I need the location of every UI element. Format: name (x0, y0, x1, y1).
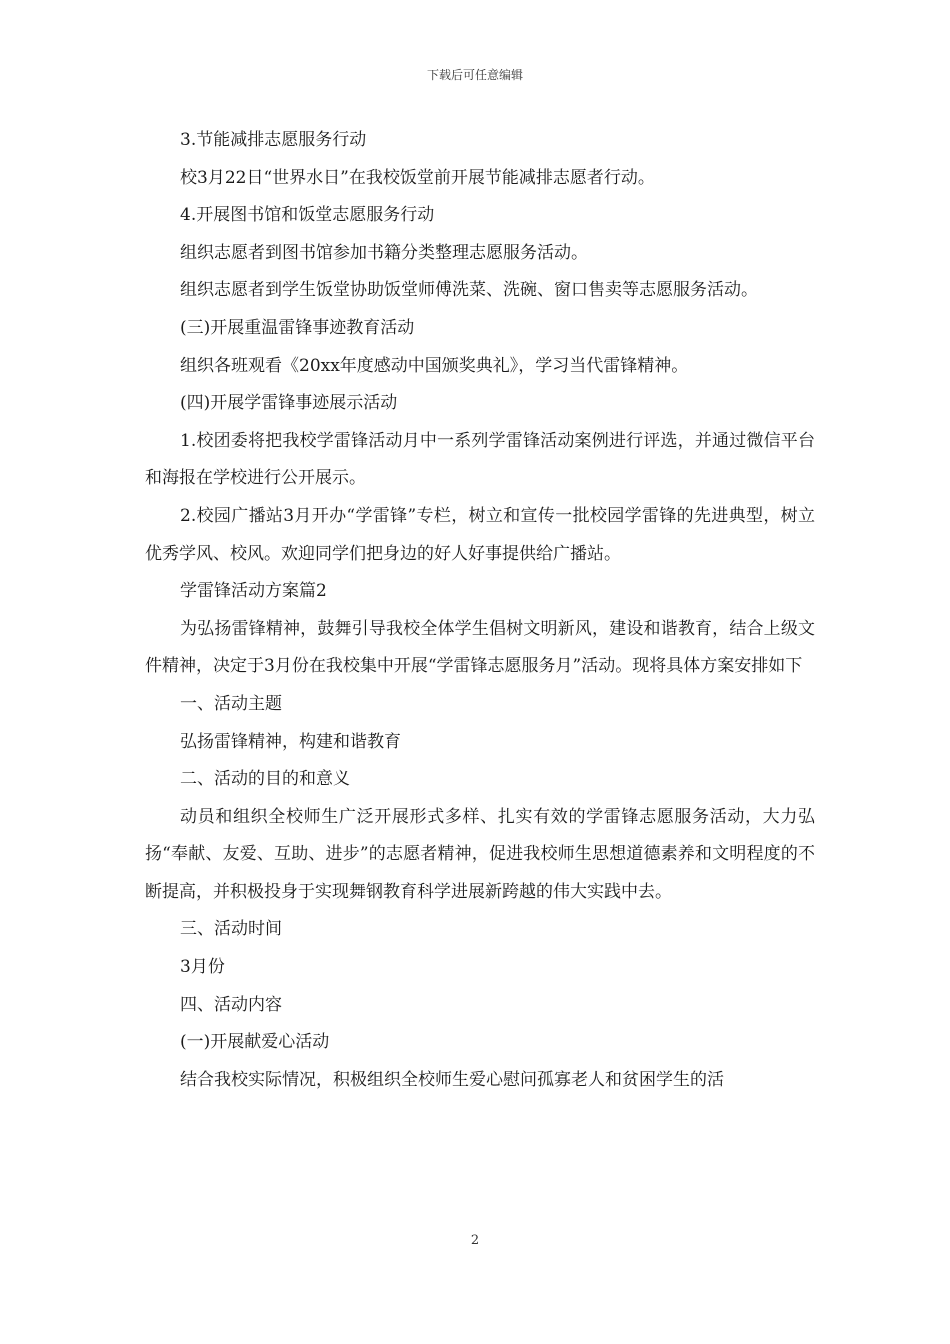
paragraph: 校3月22日“世界水日”在我校饭堂前开展节能减排志愿者行动。 (180, 167, 655, 188)
paragraph: 组织各班观看《20xx年度感动中国颁奖典礼》，学习当代雷锋精神。 (180, 355, 689, 376)
paragraph: 结合我校实际情况，积极组织全校师生爱心慰问孤寡老人和贫困学生的活 (180, 1069, 724, 1090)
paragraph: 2.校园广播站3月开办“学雷锋”专栏，树立和宣传一批校园学雷锋的先进典型，树立优秀学风、校风。欢迎同学们把身边的好人好事提供给广播站。 (145, 505, 815, 564)
paragraph: 三、活动时间 (180, 919, 282, 940)
paragraph: 一、活动主题 (180, 693, 282, 714)
paragraph: (三)开展重温雷锋事迹教育活动 (180, 317, 415, 338)
paragraph: 4.开展图书馆和饭堂志愿服务行动 (180, 205, 435, 226)
paragraph: 学雷锋活动方案篇2 (180, 581, 327, 602)
paragraph: 为弘扬雷锋精神，鼓舞引导我校全体学生倡树文明新风，建设和谐教育，结合上级文件精神，决定于3月份在我校集中开展“学雷锋志愿服务月”活动。现将具体方案安排如下 (145, 618, 815, 677)
paragraph: 四、活动内容 (180, 994, 282, 1015)
paragraph: 组织志愿者到学生饭堂协助饭堂师傅洗菜、洗碗、窗口售卖等志愿服务活动。 (180, 280, 758, 301)
paragraph: (一)开展献爱心活动 (180, 1032, 330, 1053)
paragraph: 动员和组织全校师生广泛开展形式多样、扎实有效的学雷锋志愿服务活动，大力弘扬“奉献、友爱、互助、进步”的志愿者精神，促进我校师生思想道德素养和文明程度的不断提高，并积极投身于实现舞钢教育科学进展新跨越的伟大实践中去。 (145, 806, 815, 902)
document-body (145, 122, 815, 1099)
paragraph: (四)开展学雷锋事迹展示活动 (180, 393, 398, 414)
paragraph: 二、活动的目的和意义 (180, 769, 350, 790)
paragraph: 1.校团委将把我校学雷锋活动月中一系列学雷锋活动案例进行评选，并通过微信平台和海报在学校进行公开展示。 (145, 430, 815, 489)
paragraph: 3月份 (180, 957, 225, 978)
paragraph: 组织志愿者到图书馆参加书籍分类整理志愿服务活动。 (180, 242, 588, 263)
paragraph: 3.节能减排志愿服务行动 (180, 130, 367, 150)
page-number: 2 (470, 1233, 480, 1248)
page-header: 下载后可任意编辑 (426, 68, 523, 82)
paragraph: 弘扬雷锋精神，构建和谐教育 (180, 731, 401, 752)
